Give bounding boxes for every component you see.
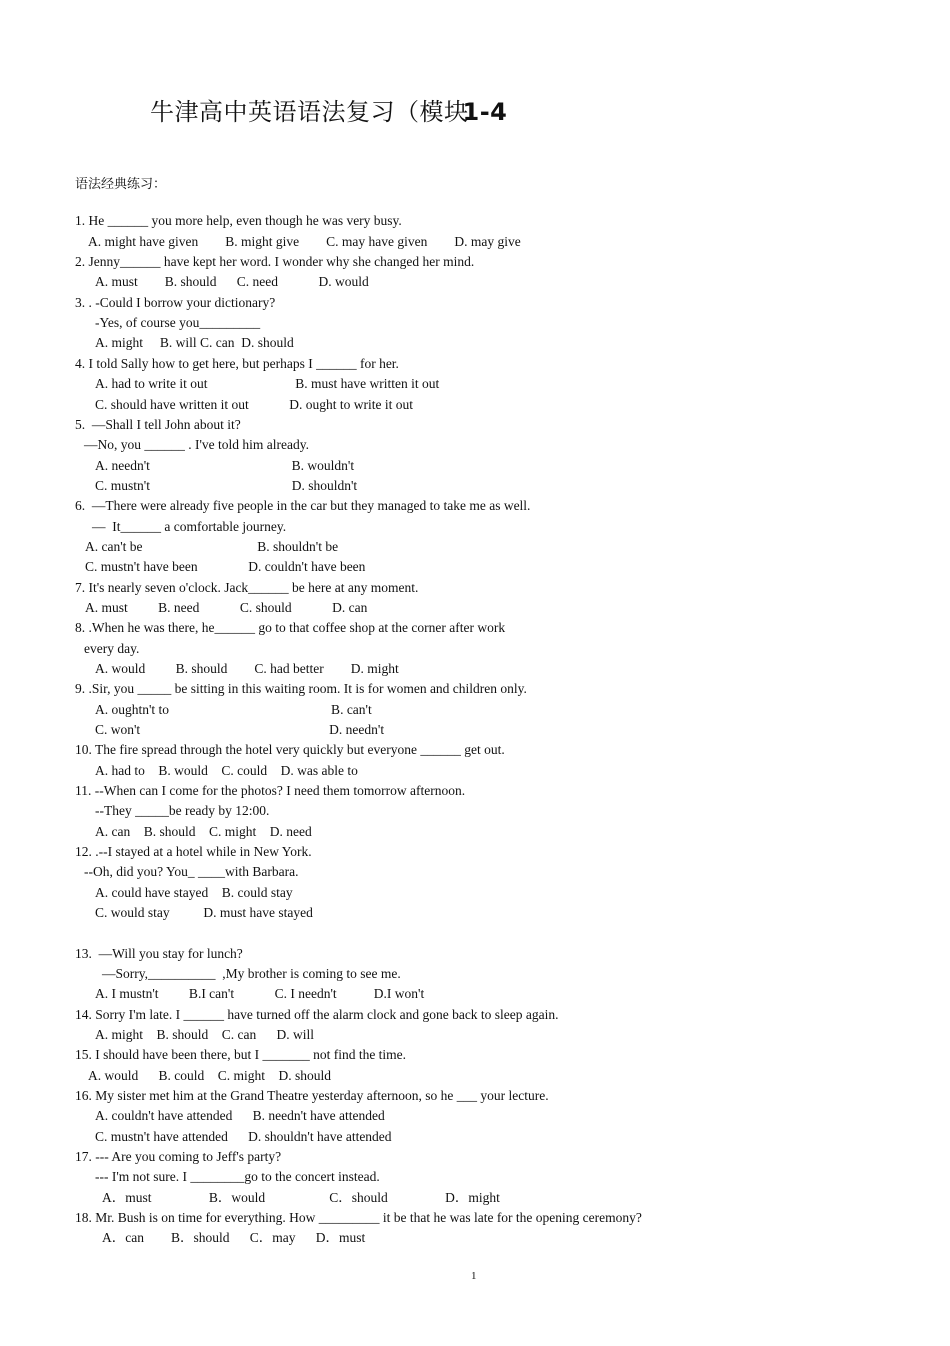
q8-options: A. would B. should C. had better D. might: [95, 661, 399, 676]
q17-reply: --- I'm not sure. I ________go to the concert instead.: [95, 1169, 380, 1184]
q15-stem: 15. I should have been there, but I _______ not find the time.: [75, 1047, 407, 1062]
q17-options: A．must B．would C．should D．might: [102, 1190, 500, 1205]
page-title-number: 1-4: [462, 98, 508, 126]
q16-stem: 16. My sister met him at the Grand Theatre yesterday afternoon, so he ___ your lecture.: [75, 1088, 549, 1103]
q6-options-2: C. mustn't have been D. couldn't have been: [85, 559, 366, 574]
q15-options: A. would B. could C. might D. should: [88, 1068, 332, 1083]
q13-reply: —Sorry,__________ ,My brother is coming to see me.: [102, 966, 401, 981]
q12-reply: --Oh, did you? You_ ____with Barbara.: [84, 864, 299, 879]
page-title-main: 牛津高中英语语法复习（模块: [150, 98, 469, 126]
q6-reply: — It______ a comfortable journey.: [92, 519, 287, 534]
q16-options-2: C. mustn't have attended D. shouldn't have attended: [95, 1129, 392, 1144]
q12-options-2: C. would stay D. must have stayed: [95, 905, 313, 920]
q3-reply: -Yes, of course you_________: [95, 315, 261, 330]
q5-options-2: C. mustn't D. shouldn't: [95, 478, 358, 493]
q3-stem: 3. . -Could I borrow your dictionary?: [75, 295, 276, 310]
q13-options: A. I mustn't B.I can't C. I needn't D.I won't: [95, 986, 425, 1001]
section-heading: 语法经典练习：: [75, 177, 167, 192]
q2-stem: 2. Jenny______ have kept her word. I wonder why she changed her mind.: [75, 254, 475, 269]
q12-stem: 12. .--I stayed at a hotel while in New York.: [75, 844, 312, 859]
q18-options: A．can B．should C．may D．must: [102, 1230, 366, 1245]
q9-options-1: A. oughtn't to B. can't: [95, 702, 372, 717]
q11-stem: 11. --When can I come for the photos? I need them tomorrow afternoon.: [75, 783, 466, 798]
q16-options-1: A. couldn't have attended B. needn't have attended: [95, 1108, 385, 1123]
page-number: 1: [471, 1270, 477, 1282]
q10-options: A. had to B. would C. could D. was able to: [95, 763, 358, 778]
q12-options-1: A. could have stayed B. could stay: [95, 885, 293, 900]
q1-options: A. might have given B. might give C. may have given D. may give: [88, 234, 521, 249]
q14-options: A. might B. should C. can D. will: [95, 1027, 314, 1042]
q6-options-1: A. can't be B. shouldn't be: [85, 539, 339, 554]
page-title: [150, 92, 508, 127]
q17-stem: 17. --- Are you coming to Jeff's party?: [75, 1149, 282, 1164]
q1-stem: 1. He ______ you more help, even though he was very busy.: [75, 213, 402, 228]
q18-stem: 18. Mr. Bush is on time for everything. How _________ it be that he was late for the opening ceremony?: [75, 1210, 642, 1225]
q8-stem: 8. .When he was there, he______ go to that coffee shop at the corner after work: [75, 620, 506, 635]
q7-options: A. must B. need C. should D. can: [85, 600, 368, 615]
q5-stem: 5. —Shall I tell John about it?: [75, 417, 241, 432]
q5-options-1: A. needn't B. wouldn't: [95, 458, 355, 473]
q8-stem-cont: every day.: [84, 641, 140, 656]
q14-stem: 14. Sorry I'm late. I ______ have turned off the alarm clock and gone back to sleep again.: [75, 1007, 559, 1022]
q11-reply: --They _____be ready by 12:00.: [95, 803, 270, 818]
q11-options: A. can B. should C. might D. need: [95, 824, 312, 839]
q4-options-1: A. had to write it out B. must have written it out: [95, 376, 440, 391]
q6-stem: 6. —There were already five people in the car but they managed to take me as well.: [75, 498, 531, 513]
q10-stem: 10. The fire spread through the hotel very quickly but everyone ______ get out.: [75, 742, 505, 757]
q4-stem: 4. I told Sally how to get here, but perhaps I ______ for her.: [75, 356, 399, 371]
q9-stem: 9. .Sir, you _____ be sitting in this waiting room. It is for women and children only.: [75, 681, 527, 696]
q3-options: A. might B. will C. can D. should: [95, 335, 294, 350]
q5-reply: —No, you ______ . I've told him already.: [84, 437, 310, 452]
q2-options: A. must B. should C. need D. would: [95, 274, 369, 289]
q13-stem: 13. —Will you stay for lunch?: [75, 946, 243, 961]
q4-options-2: C. should have written it out D. ought to write it out: [95, 397, 413, 412]
q9-options-2: C. won't D. needn't: [95, 722, 385, 737]
q7-stem: 7. It's nearly seven o'clock. Jack______ be here at any moment.: [75, 580, 419, 595]
